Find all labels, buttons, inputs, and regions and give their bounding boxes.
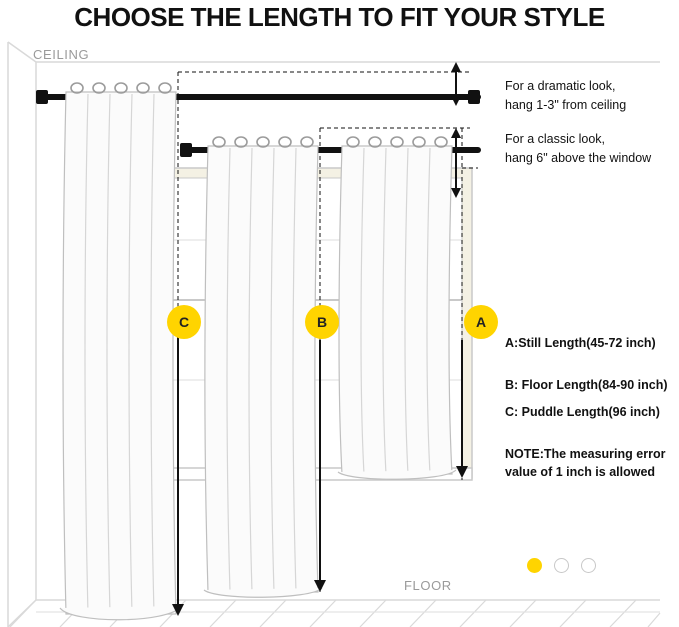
badge-b (305, 305, 339, 339)
svg-text:B: B (316, 314, 328, 330)
ceiling-label: CEILING (33, 47, 90, 62)
pagination-dot-3[interactable] (581, 558, 596, 573)
note-line1: NOTE:The measuring error (505, 447, 666, 461)
badge-c (167, 305, 201, 339)
badge-a (464, 305, 498, 339)
legend-item-c: C: Puddle Length(96 inch) (505, 405, 660, 419)
callout-classic-line2: hang 6" above the window (505, 151, 652, 165)
pagination-dots[interactable] (527, 558, 596, 573)
callout-classic-line1: For a classic look, (505, 132, 606, 146)
legend-item-b: B: Floor Length(84-90 inch) (505, 378, 668, 392)
legend-item-a: A:Still Length(45-72 inch) (505, 336, 656, 350)
curtain-panel-a (338, 137, 456, 479)
svg-text:A: A (475, 314, 487, 330)
floor-label: FLOOR (404, 578, 452, 593)
callout-dramatic-line1: For a dramatic look, (505, 79, 616, 93)
pagination-dot-1[interactable] (527, 558, 542, 573)
callout-dramatic-line2: hang 1-3" from ceiling (505, 98, 627, 112)
page-title: CHOOSE THE LENGTH TO FIT YOUR STYLE (74, 2, 605, 32)
note-line2: value of 1 inch is allowed (505, 465, 656, 479)
svg-text:C: C (178, 314, 190, 330)
pagination-dot-2[interactable] (554, 558, 569, 573)
